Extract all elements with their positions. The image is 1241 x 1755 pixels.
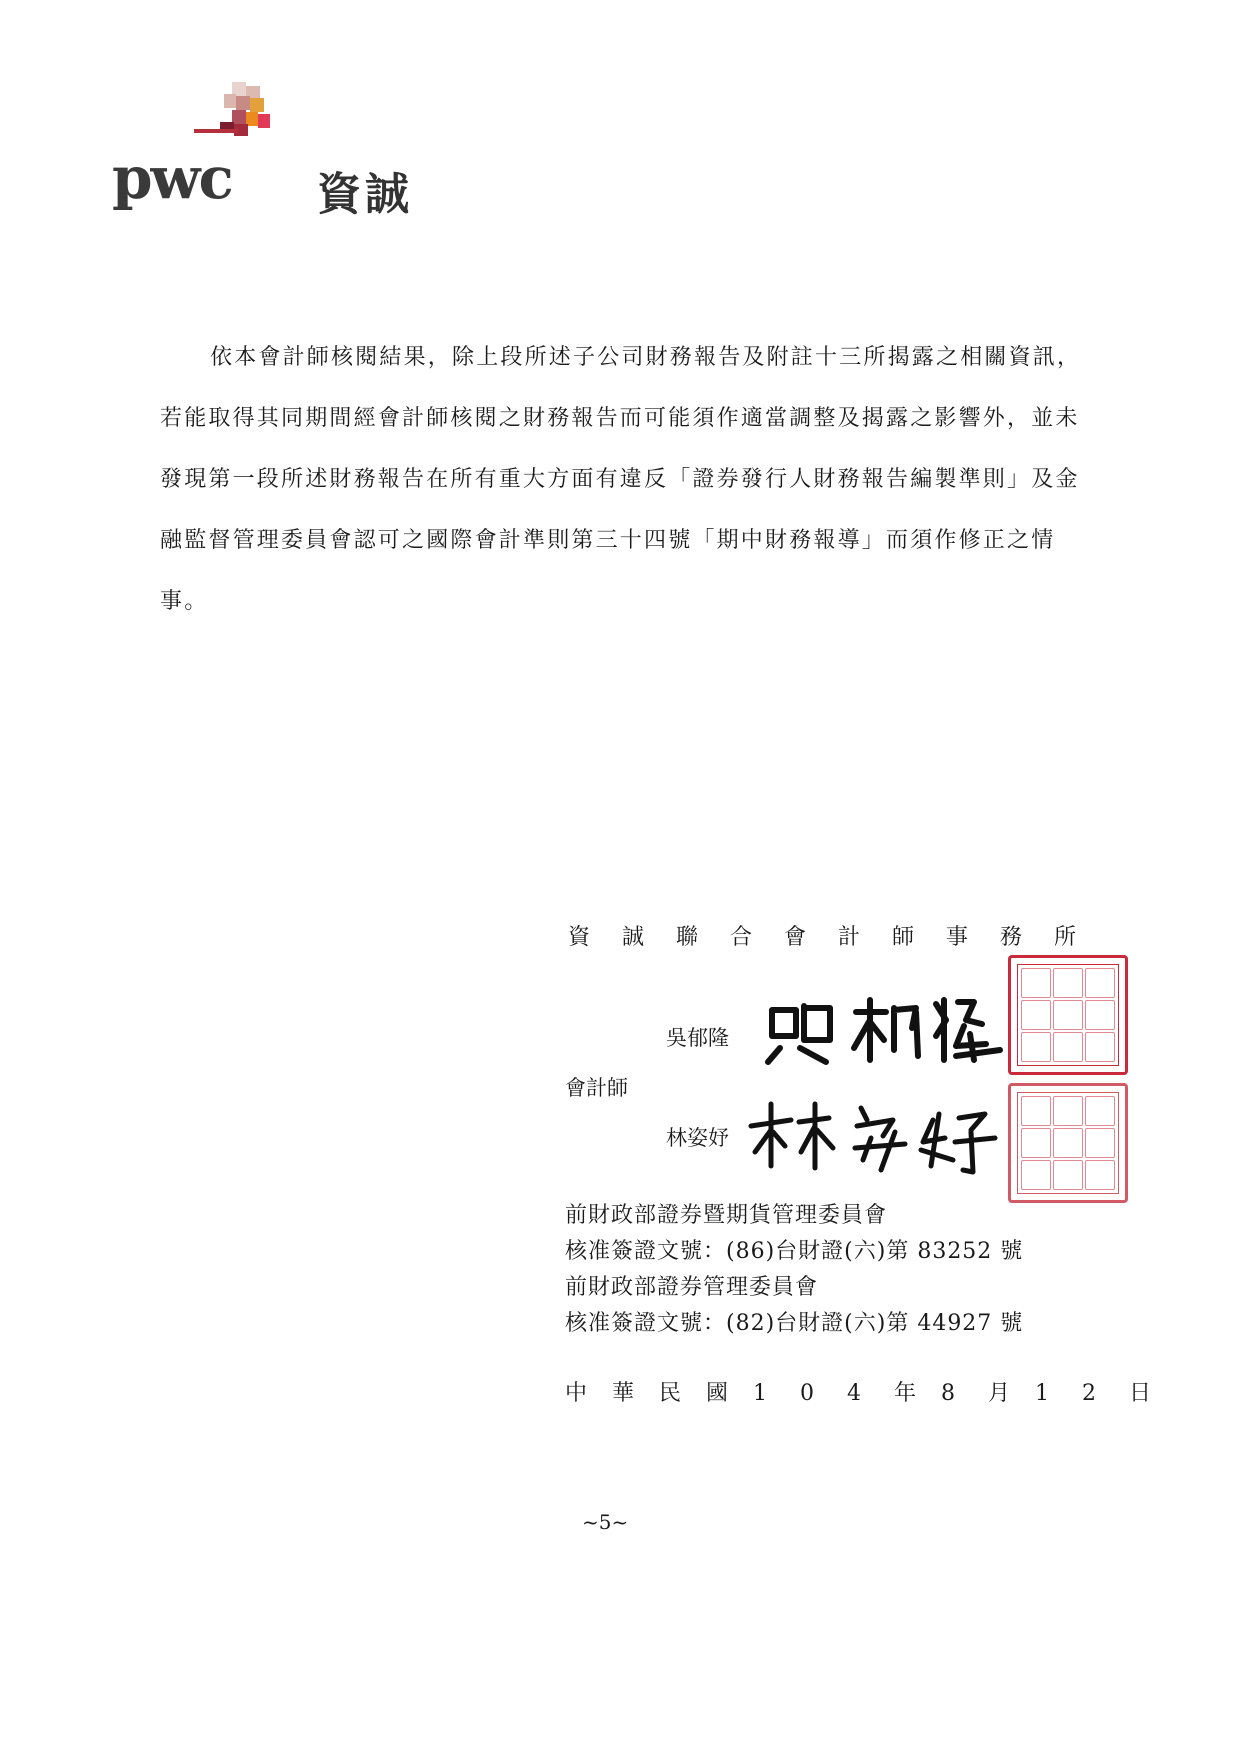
firm-name-char: 會 — [784, 925, 807, 950]
firm-name-char: 師 — [892, 925, 915, 950]
firm-seal — [1008, 955, 1128, 1075]
date-char: 年 — [894, 1381, 917, 1406]
firm-name-char: 事 — [946, 925, 969, 950]
firm-name-char: 誠 — [622, 925, 645, 950]
logo-wordmark: pwc — [112, 144, 232, 212]
date-char: 4 — [847, 1381, 861, 1406]
date-char: 0 — [800, 1381, 814, 1406]
approval-references — [565, 1198, 1023, 1342]
paragraph-line: 事。 — [160, 589, 209, 614]
date-char: 國 — [706, 1381, 729, 1406]
pwc-logo — [112, 82, 452, 220]
firm-name-char: 聯 — [676, 925, 699, 950]
signer-1-signature — [760, 990, 1020, 1070]
approval-line: 前財政部證券暨期貨管理委員會 — [565, 1203, 888, 1228]
signer-2-signature — [745, 1090, 1015, 1180]
date-char: 1 — [1035, 1381, 1049, 1406]
date-char: 華 — [612, 1381, 635, 1406]
firm-name-char: 務 — [1000, 925, 1023, 950]
firm-name-char: 計 — [838, 925, 861, 950]
firm-name-char: 資 — [568, 925, 591, 950]
approval-line: 核准簽證文號：(86)台財證(六)第 83252 號 — [565, 1239, 1024, 1264]
report-date — [565, 1376, 1176, 1407]
firm-name-char: 所 — [1054, 925, 1077, 950]
page-number: ~5~ — [582, 1510, 629, 1534]
paragraph-line: 若能取得其同期間經會計師核閱之財務報告而可能須作適當調整及揭露之影響外，並未 — [160, 406, 1080, 431]
date-char: 2 — [1082, 1381, 1096, 1406]
signer-2-name: 林姿妤 — [666, 1126, 729, 1150]
pwc-logo-mark — [184, 82, 304, 152]
paragraph-line: 發現第一段所述財務報告在所有重大方面有違反「證券發行人財務報告編製準則」及金 — [160, 467, 1080, 492]
review-conclusion-paragraph — [160, 338, 1082, 643]
date-char: 8 — [941, 1381, 955, 1406]
signer-1-name: 吳郁隆 — [666, 1026, 729, 1050]
date-char: 月 — [988, 1381, 1011, 1406]
paragraph-line: 融監督管理委員會認可之國際會計準則第三十四號「期中財務報導」而須作修正之情 — [160, 528, 1056, 553]
firm-name-char: 合 — [730, 925, 753, 950]
date-char: 中 — [565, 1381, 588, 1406]
firm-seal — [1008, 1083, 1128, 1203]
firm-name — [568, 920, 1108, 951]
date-char: 日 — [1129, 1381, 1152, 1406]
logo-firm-name: 資誠 — [317, 169, 413, 220]
approval-line: 前財政部證券管理委員會 — [565, 1275, 819, 1300]
paragraph-line: 依本會計師核閱結果，除上段所述子公司財務報告及附註十三所揭露之相關資訊， — [210, 345, 1082, 370]
accountant-title: 會計師 — [565, 1076, 628, 1100]
date-char: 1 — [753, 1381, 767, 1406]
approval-line: 核准簽證文號：(82)台財證(六)第 44927 號 — [565, 1311, 1024, 1336]
date-char: 民 — [659, 1381, 682, 1406]
